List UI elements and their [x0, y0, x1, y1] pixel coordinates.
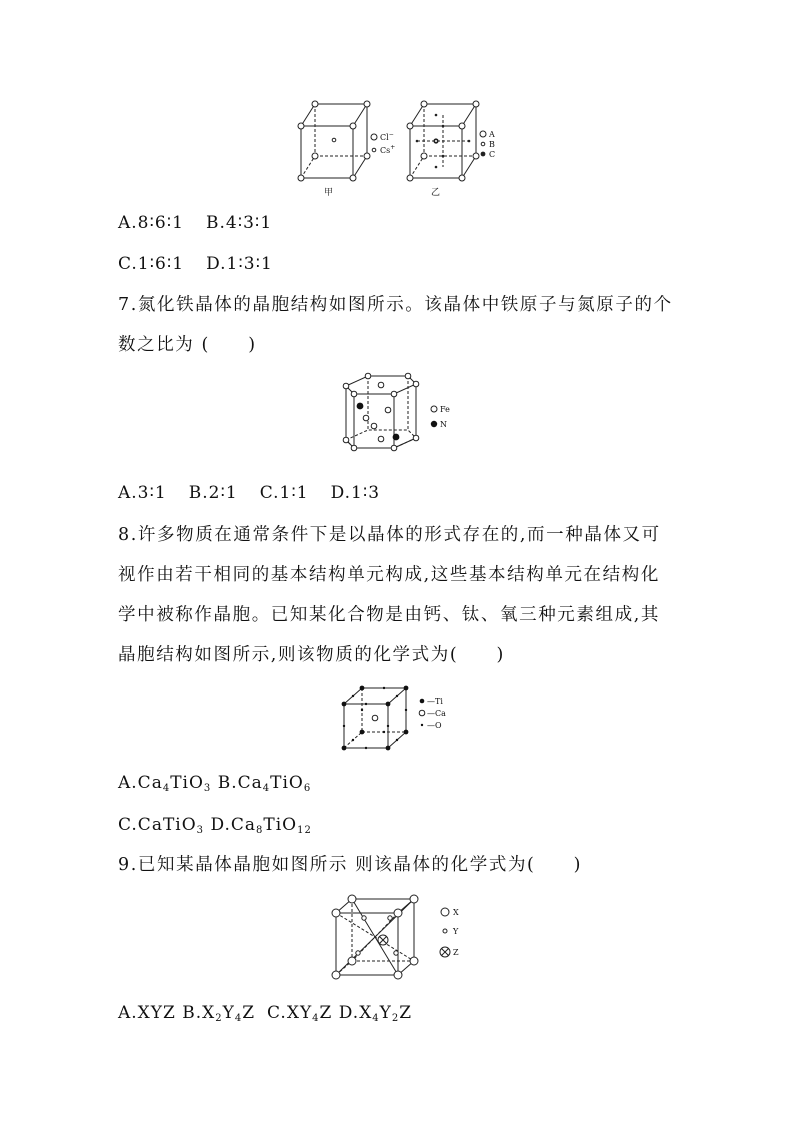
q6-option-d[interactable]: D.1∶3∶1: [206, 254, 273, 274]
figure-yi: [404, 98, 514, 198]
legend-n: N: [440, 420, 447, 429]
q7-option-d[interactable]: D.1∶3: [330, 483, 381, 503]
q8-option-d[interactable]: $D.Ca_8TiO_{12}$: [210, 815, 312, 836]
q8-stem: 8.许多物质在通常条件下是以晶体的形式存在的,而一种晶体又可视作由若干相同的基本结构单元构成,这些基本结构单元在结构化学中被称作晶胞。已知某化合物是由钙、钛、氧三种元素组成,其晶胞结构如图所示,则该物质的化学式为( ): [118, 525, 661, 665]
q9-option-a[interactable]: A.XYZ: [118, 1003, 176, 1023]
q7-option-b[interactable]: B.2∶1: [188, 483, 238, 503]
legend-y: Y: [453, 927, 459, 936]
q8-option-c[interactable]: C.CaTiO$_3$: [118, 815, 205, 836]
q6-option-b[interactable]: B.4∶3∶1: [205, 213, 273, 233]
legend-z: Z: [453, 948, 459, 957]
legend-cs: Cs+: [380, 144, 396, 155]
q7-options: [118, 482, 380, 504]
q9-option-b[interactable]: $B.X_2Y_4Z$: [182, 1003, 256, 1024]
q9-option-d[interactable]: $D.X_4Y_2Z$: [338, 1003, 413, 1024]
q8-option-b[interactable]: $B.Ca_4TiO_6$: [217, 773, 312, 794]
legend-ti: —Ti: [427, 697, 443, 706]
legend-a: A: [489, 130, 495, 139]
q9-stem: 9.已知某晶体晶胞如图所示 则该晶体的化学式为( ): [118, 855, 583, 875]
q7-option-c[interactable]: C.1∶1: [259, 483, 309, 503]
q6-option-c[interactable]: C.1∶6∶1: [118, 254, 185, 274]
legend-c: C: [489, 150, 496, 159]
q7-option-a[interactable]: A.3∶1: [118, 483, 167, 503]
q8-options-row1: [118, 772, 311, 794]
legend-fe: Fe: [440, 405, 450, 414]
q8-option-a[interactable]: $A.Ca_4TiO_3$: [118, 773, 212, 794]
q9-options: [118, 1002, 412, 1024]
caption-yi: 乙: [431, 188, 441, 198]
figure-q8: [340, 684, 470, 754]
legend-cl: Cl−: [380, 131, 394, 142]
legend-ca: —Ca: [427, 709, 446, 718]
q9-option-c[interactable]: $C.XY_4Z$: [267, 1003, 333, 1024]
q6-options-row1: [118, 212, 272, 234]
legend-b: B: [489, 140, 495, 149]
figure-q7: [338, 370, 468, 465]
figure-jia: [292, 98, 402, 198]
caption-jia: 甲: [324, 188, 334, 198]
legend-x: X: [453, 908, 459, 917]
q6-option-a[interactable]: A.8∶6∶1: [118, 213, 184, 233]
q8-options-row2: [118, 814, 312, 836]
legend-o: —O: [427, 721, 442, 730]
figure-q9: [328, 893, 478, 988]
q6-options-row2: [118, 253, 273, 275]
q7-stem: 7.氮化铁晶体的晶胞结构如图所示。该晶体中铁原子与氮原子的个数之比为 ( ): [118, 295, 673, 355]
